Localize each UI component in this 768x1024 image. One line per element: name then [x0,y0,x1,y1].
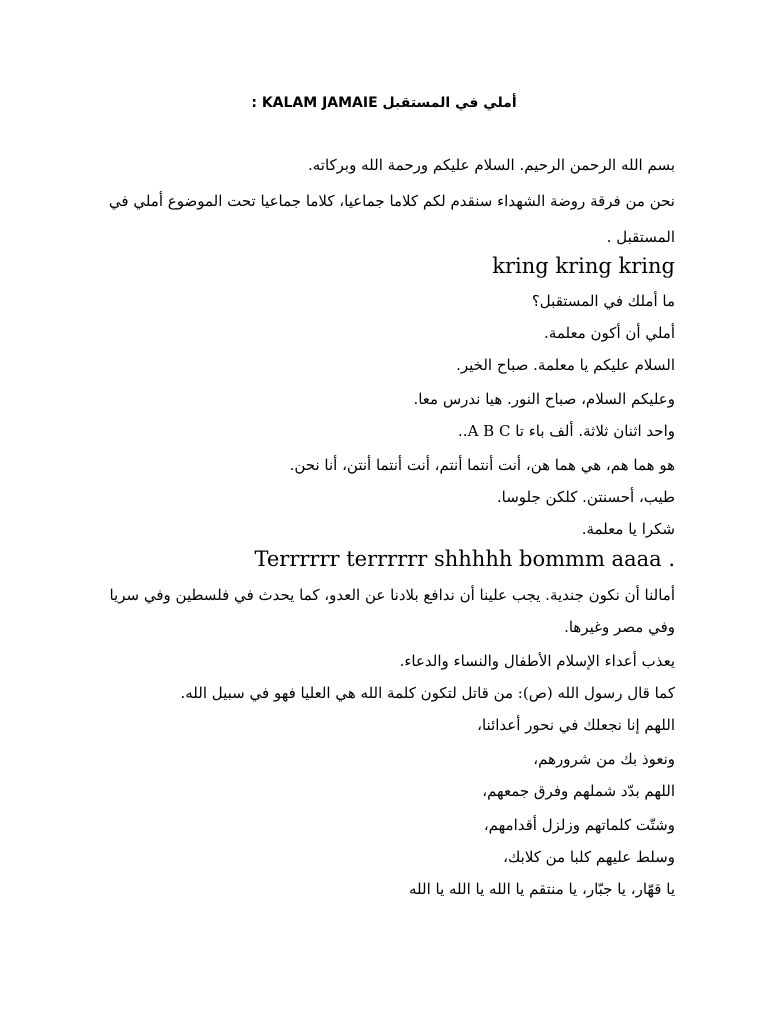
text-line-good: طيب، أحسنتن. كلكن جلوسا. [496,488,675,506]
text-line-basmala: بسم الله الرحمن الرحيم. السلام عليكم ورحمة الله وبركاته. [307,156,675,174]
text-line-sounds: Terrrrrr terrrrrr shhhhh bommm aaaa . [254,547,675,571]
text-line-thanks: شكرا يا معلمة. [581,520,675,538]
text-line-enemies: يعذب أعداء الإسلام الأطفال والنساء والدعاء. [399,652,675,670]
text-line-soldier: أمالنا أن نكون جندية. يجب علينا أن ندافع بلادنا عن العدو، كما يحدث في فلسطين وفي سريا [109,586,675,604]
text-line-intro-cont: المستقبل . [606,228,675,246]
text-line-greeting: السلام عليكم يا معلمة. صباح الخير. [456,356,675,374]
text-line-hadith: كما قال رسول الله (ص): من قاتل لتكون كلمة الله هي العليا فهو في سبيل الله. [180,684,675,702]
text-line-question: ما أملك في المستقبل؟ [531,292,675,310]
text-line-dua-3: اللهم بدّد شملهم وفرق جمعهم، [482,782,675,800]
text-line-dua-6: يا قهّار، يا جبّار، يا منتقم يا الله يا الله يا الله [408,880,675,898]
text-line-soldier-cont: وفي مصر وغيرها. [564,618,675,636]
text-line-dua-2: ونعوذ بك من شرورهم، [533,750,675,768]
text-line-dua-5: وسلط عليهم كلبا من كلابك، [503,848,675,866]
text-line-intro: نحن من فرقة روضة الشهداء سنقدم لكم كلاما جماعيا، كلاما جماعيا تحت الموضوع أملي في [108,192,675,210]
text-line-reply: وعليكم السلام، صباح النور. هيا ندرس معا. [413,390,675,408]
text-line-dua-4: وشتّت كلماتهم وزلزل أقدامهم، [483,816,675,834]
text-line-pronouns: هو هما هم، هي هما هن، أنت أنتما أنتم، أنت أنتما أنتن، أنا نحن. [289,456,675,474]
text-line-teacher: أملي أن أكون معلمة. [544,324,675,342]
document-title: أملي في المستقبل KALAM JAMAIE : [251,95,517,111]
text-line-dua-1: اللهم إنا نجعلك في نحور أعدائنا، [477,716,675,734]
text-line-kring: kring kring kring [492,254,675,278]
text-line-counting: واحد اثنان ثلاثة. ألف باء تا A B C.. [458,422,675,440]
